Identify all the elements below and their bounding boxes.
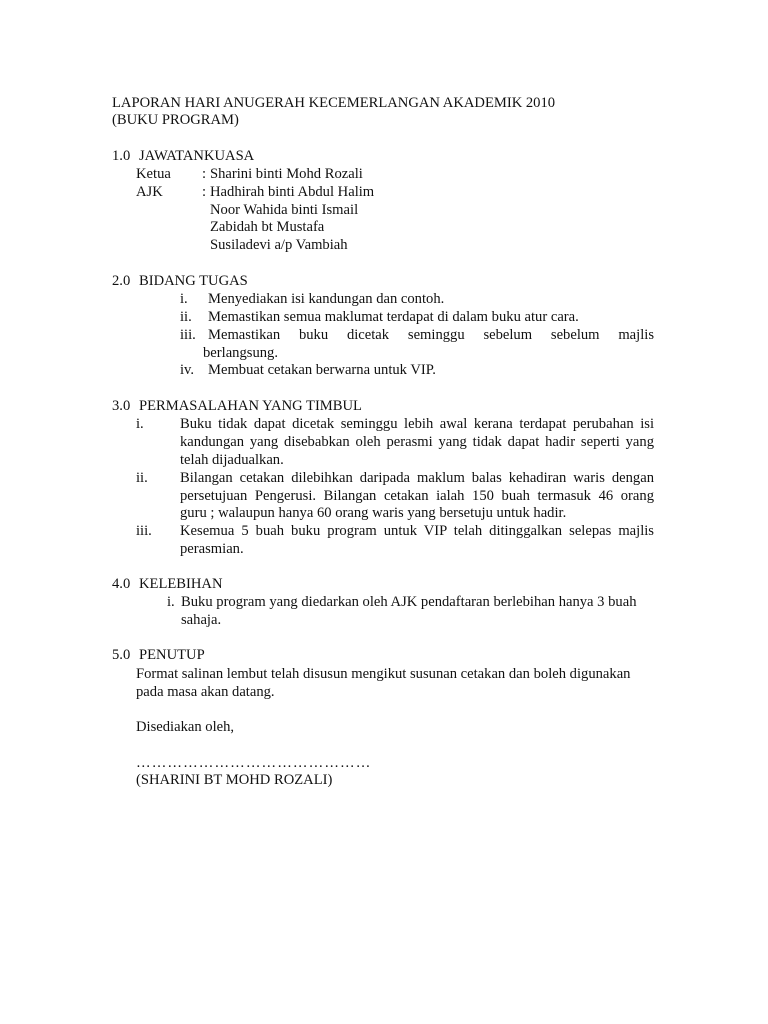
committee-role: AJK [136,184,163,200]
list-item-text: persetujuan Pengerusi. Bilangan cetakan ialah 150 buah termasuk 46 orang [180,488,654,504]
list-item-text: Kesemua 5 buah buku program untuk VIP telah ditinggalkan selepas majlis [180,523,654,539]
committee-role: Ketua [136,166,171,182]
list-item-text: Buku program yang diedarkan oleh AJK pendaftaran berlebihan hanya 3 buah [181,594,637,610]
list-item-text: Menyediakan isi kandungan dan contoh. [208,291,445,307]
list-marker: iii. [136,523,152,539]
prepared-by-label: Disediakan oleh, [136,719,235,735]
list-marker: i. [167,594,175,610]
report-subtitle: (BUKU PROGRAM) [112,112,239,128]
section-heading: KELEBIHAN [139,576,223,592]
report-title: LAPORAN HARI ANUGERAH KECEMERLANGAN AKADEMIK 2010 [112,95,556,111]
signatory-name: (SHARINI BT MOHD ROZALI) [136,772,333,788]
list-item-text: Memastikan semua maklumat terdapat di dalam buku atur cara. [208,309,579,325]
committee-name: Hadhirah binti Abdul Halim [210,184,375,200]
section-heading: BIDANG TUGAS [139,273,248,289]
list-marker: i. [180,291,188,307]
list-item-text: Buku tidak dapat dicetak seminggu lebih awal kerana terdapat perubahan isi [180,416,654,432]
section-number: 3.0 [112,398,131,414]
section-number: 5.0 [112,647,131,663]
list-item-text: Memastikan buku dicetak seminggu sebelum sebelum majlis [208,327,654,343]
list-marker: i. [136,416,144,432]
list-marker: ii. [136,470,148,486]
list-item-text: guru ; walaupun hanya 60 orang waris yang bersetuju untuk hadir. [180,505,567,521]
committee-name: Noor Wahida binti Ismail [210,202,359,218]
committee-separator: : [202,166,207,182]
paragraph-text: Format salinan lembut telah disusun mengikut susunan cetakan dan boleh digunakan [136,666,631,682]
section-heading: PERMASALAHAN YANG TIMBUL [139,398,362,414]
section-heading: JAWATANKUASA [139,148,255,164]
section-heading: PENUTUP [139,647,205,663]
list-item-text: perasmian. [180,541,244,557]
list-item-text-continued: berlangsung. [203,345,278,361]
committee-name: Sharini binti Mohd Rozali [210,166,363,182]
signature-line: ……………………………………… [136,755,372,771]
list-item-text: telah dijadualkan. [180,452,284,468]
list-item-text: Membuat cetakan berwarna untuk VIP. [208,362,436,378]
committee-separator: : [202,184,207,200]
list-marker: ii. [180,309,192,325]
list-marker: iii. [180,327,196,343]
section-number: 4.0 [112,576,131,592]
list-item-text: sahaja. [181,612,222,628]
section-number: 1.0 [112,148,131,164]
list-item-text: kandungan yang disebabkan oleh perasmi yang tidak dapat hadir seperti yang [180,434,654,450]
section-number: 2.0 [112,273,131,289]
committee-name: Zabidah bt Mustafa [210,219,325,235]
list-marker: iv. [180,362,195,378]
paragraph-text: pada masa akan datang. [136,684,275,700]
committee-name: Susiladevi a/p Vambiah [210,237,348,253]
list-item-text: Bilangan cetakan dilebihkan daripada maklum balas kehadiran waris dengan [180,470,654,486]
